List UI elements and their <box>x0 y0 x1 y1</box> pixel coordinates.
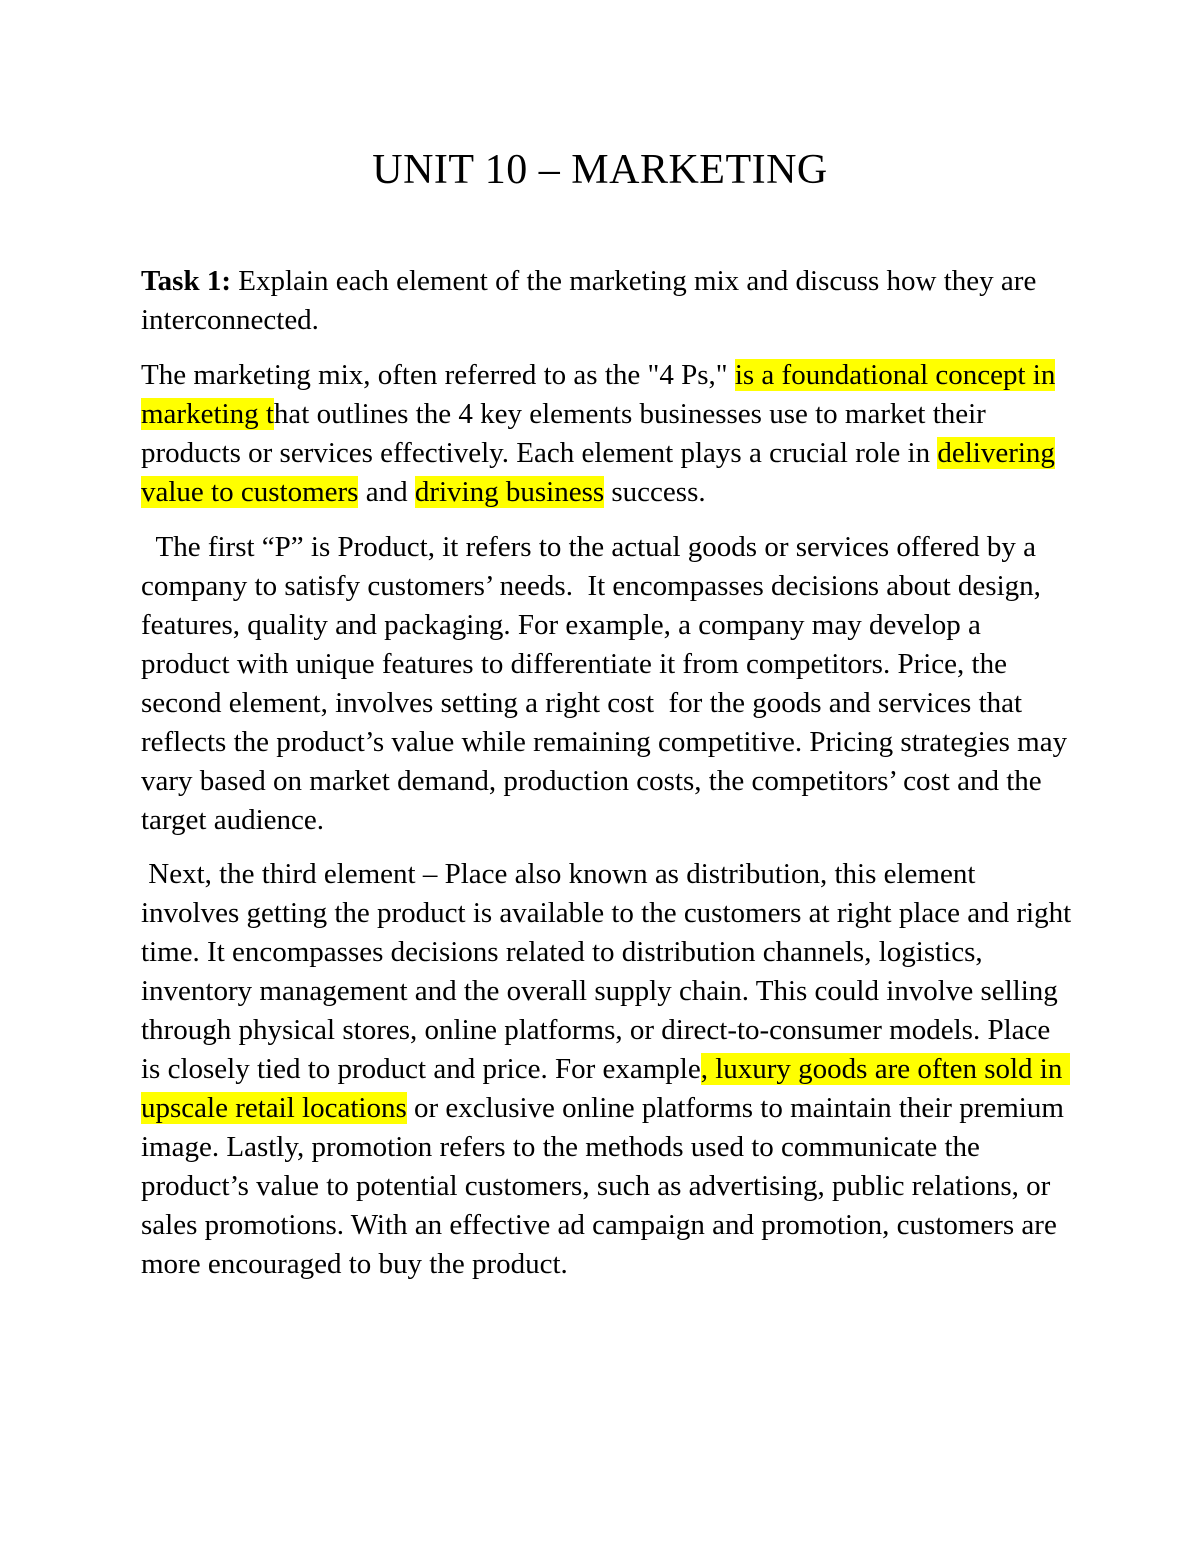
document-title: UNIT 10 – MARKETING <box>372 147 828 193</box>
highlight-foundational-concept: is a foundational concept in marketing t <box>141 359 1056 430</box>
intro-text-1: The marketing mix, often referred to as the "4 Ps," <box>141 359 735 391</box>
place-text-1: Next, the third element – Place also known as distribution, this element involves getting the product is available to the customers at right place and right time. It encompasses decisions related to distribution channels, logistics, inventory management and the overall supply chain. This could involve selling through physical stores, online platforms, or direct-to-consumer models. Place is closely tied to product and price. For example <box>141 858 1079 1085</box>
highlight-delivering-value: delivering value to customers <box>141 437 1055 508</box>
highlight-luxury-goods: , luxury goods are often sold in upscale retail locations <box>141 1053 1070 1124</box>
task-text: Explain each element of the marketing mix and discuss how they are interconnected. <box>141 265 1037 336</box>
place-text-2: or exclusive online platforms to maintain their premium image. Lastly, promotion refers to the methods used to communicate the product’s value to potential customers, such as advertising, public relations, or sales promotions. With an effective ad campaign and promotion, customers are more encouraged to buy the product. <box>141 1092 1072 1280</box>
intro-text-2: hat outlines the 4 key elements businesses use to market their products or services effectively. Each element plays a crucial role in <box>141 398 986 469</box>
task-paragraph <box>141 262 1076 340</box>
document-body <box>141 262 1079 1284</box>
place-promotion-paragraph <box>141 855 1079 1284</box>
product-price-paragraph: The first “P” is Product, it refers to the actual goods or services offered by a company to satisfy customers’ needs. It encompasses decisions about design, features, quality and packaging. For example, a company may develop a product with unique features to differentiate it from competitors. Price, the second element, involves setting a right cost for the goods and services that reflects the product’s value while remaining competitive. Pricing strategies may vary based on market demand, production costs, the competitors’ cost and the target audience. <box>141 531 1075 836</box>
intro-paragraph <box>141 356 1076 512</box>
task-label: Task 1: <box>141 265 232 297</box>
intro-text-4: success. <box>604 476 706 508</box>
intro-text-3: and <box>358 476 415 508</box>
highlight-driving-business: driving business <box>414 476 605 508</box>
